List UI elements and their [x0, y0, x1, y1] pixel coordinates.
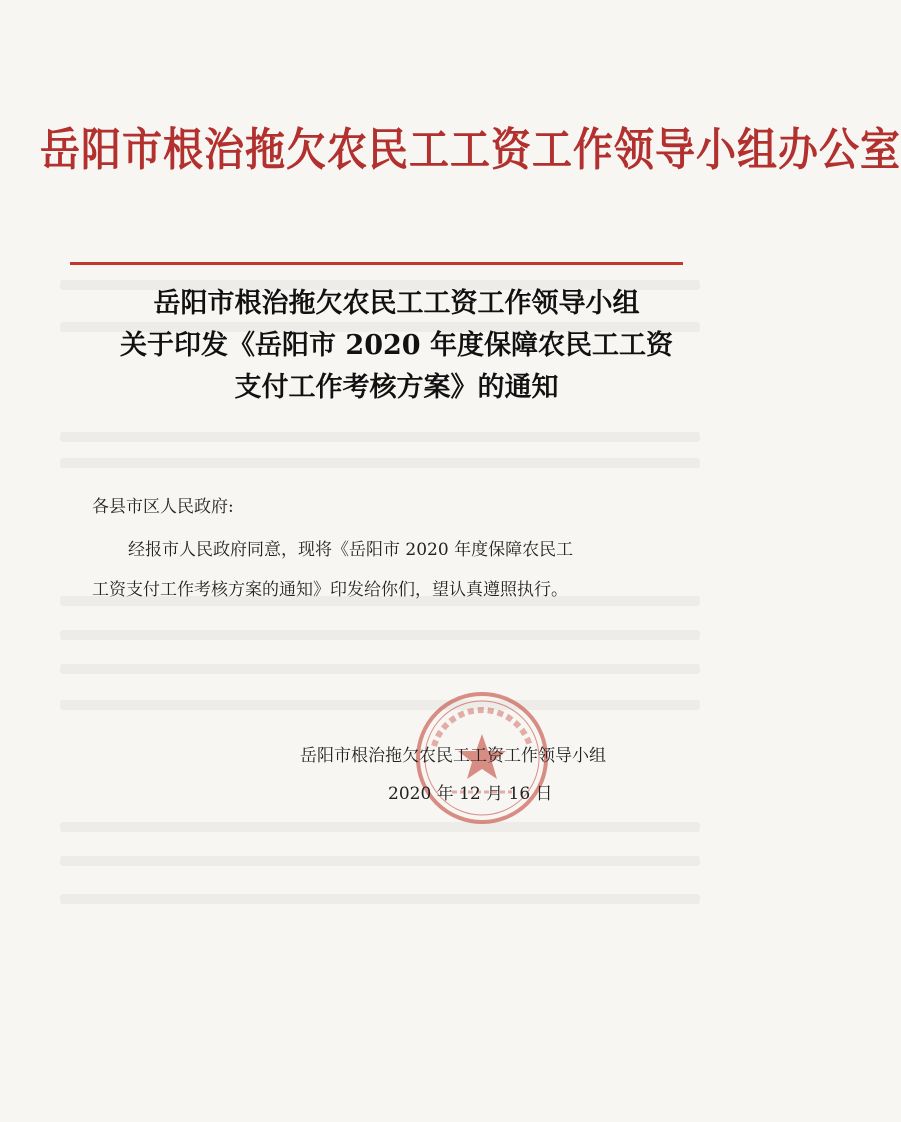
- body-line: 经报市人民政府同意，现将《岳阳市 2020 年度保障农民工: [128, 540, 574, 560]
- show-through-line: [60, 700, 700, 710]
- show-through-line: [60, 630, 700, 640]
- show-through-line: [60, 822, 700, 832]
- show-through-line: [60, 894, 700, 904]
- letterhead-org-name: 岳阳市根治拖欠农民工工资工作领导小组办公室: [40, 123, 901, 177]
- title-line: 支付工作考核方案》的通知: [234, 372, 559, 403]
- issue-date: 2020 年 12 月 16 日: [388, 784, 553, 804]
- show-through-line: [60, 664, 700, 674]
- title-line: 关于印发《岳阳市 2020 年度保障农民工工资: [120, 330, 673, 361]
- signer: 岳阳市根治拖欠农民工工资工作领导小组: [300, 746, 606, 766]
- show-through-line: [60, 458, 700, 468]
- body-paragraph: [92, 530, 692, 610]
- title-line: 岳阳市根治拖欠农民工工资工作领导小组: [153, 288, 640, 319]
- body-line: 工资支付工作考核方案的通知》印发给你们，望认真遵照执行。: [92, 580, 568, 600]
- show-through-line: [60, 856, 700, 866]
- letterhead-red-rule: [70, 262, 683, 265]
- show-through-line: [60, 432, 700, 442]
- salutation: 各县市区人民政府:: [92, 497, 234, 517]
- document-title: [40, 283, 753, 409]
